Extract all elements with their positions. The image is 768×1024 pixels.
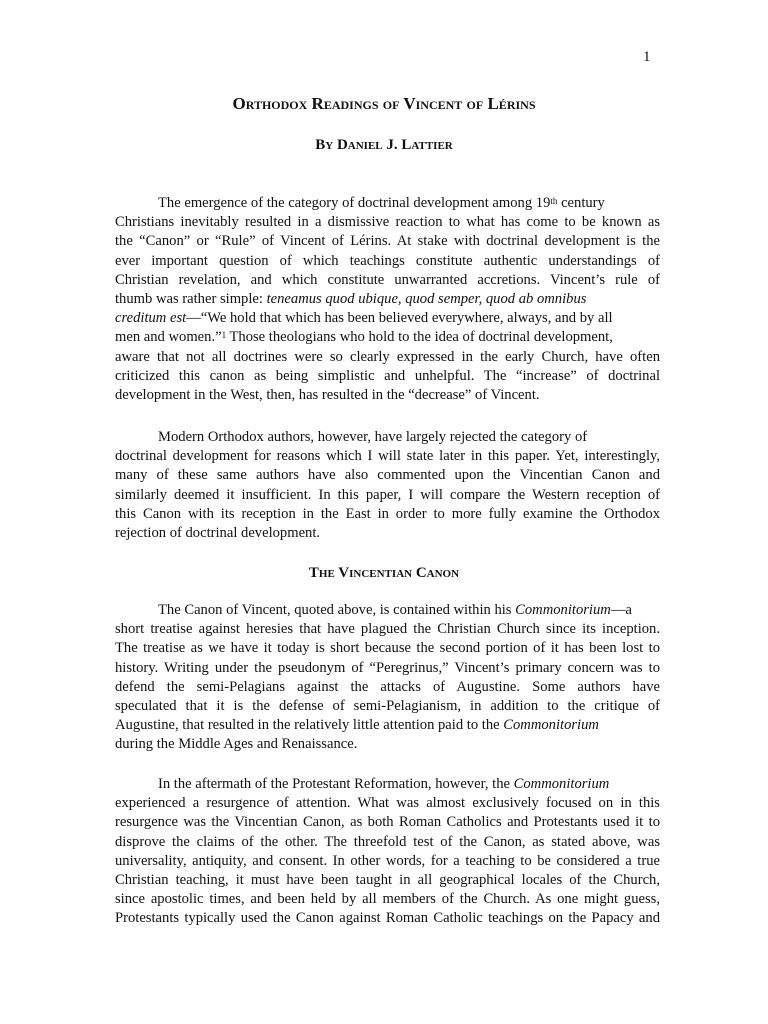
footnote-marker[interactable]: 1 [221, 330, 227, 341]
work-title: Commonitorium [513, 776, 610, 792]
paragraph-line: The Canon of Vincent, quoted above, is contained within his Commonitorium—a [158, 602, 632, 618]
paragraph-line: Protestants typically used the Canon against Roman Catholic teachings on the Papacy and [115, 910, 660, 927]
paragraph-reformation [115, 775, 660, 929]
paragraph-line: during the Middle Ages and Renaissance. [115, 736, 358, 753]
author-byline: By Daniel J. Lattier [315, 137, 453, 153]
paragraph-line: similarly deemed it insufficient. In this paper, I will compare the Western reception of [115, 486, 660, 503]
work-title: Commonitorium [515, 602, 611, 618]
paragraph-line: experienced a resurgence of attention. What was almost exclusively focused on in this [115, 795, 660, 812]
paragraph-line: development in the West, then, has resulted in the “decrease” of Vincent. [115, 387, 540, 404]
paragraph-line: rejection of doctrinal development. [115, 525, 321, 542]
paragraph-line: resurgence was the Vincentian Canon, as both Roman Catholics and Protestants used it to [115, 814, 660, 831]
latin-quote: creditum est [115, 310, 187, 327]
paragraph-line: ever important question of which teachings constitute authentic understandings of [115, 252, 660, 269]
paragraph-line: speculated that it is the defense of semi-Pelagianism, in addition to the critique of [115, 698, 660, 715]
paragraph-canon [115, 601, 660, 755]
paragraph-line: criticized this canon as being simplistic and unhelpful. The “increase” of doctrinal [115, 367, 660, 384]
paragraph-line: defend the semi-Pelagians against the attacks of Augustine. Some authors have [115, 678, 660, 695]
section-heading: The Vincentian Canon [308, 565, 460, 581]
paragraph-line: aware that not all doctrines were so clearly expressed in the early Church, have often [115, 348, 660, 365]
paragraph-line: The emergence of the category of doctrinal development among 19th century [158, 195, 605, 211]
page-number: 1 [643, 49, 651, 65]
paragraph-line: since apostolic times, and been held by all members of the Church. As one might guess, [115, 891, 660, 908]
paragraph-line: creditum est—“We hold that which has been believed everywhere, always, and by all [115, 310, 613, 327]
paragraph-introduction [115, 194, 660, 405]
paragraph-line: Christian teaching, it must have been taught in all geographical locales of the Church, [115, 872, 660, 889]
paragraph-line: thumb was rather simple: teneamus quod ubique, quod semper, quod ab omnibus [115, 291, 587, 308]
paragraph-line: universality, antiquity, and consent. In other words, for a teaching to be considered a true [115, 852, 660, 869]
paragraph-line: Modern Orthodox authors, however, have largely rejected the category of [158, 429, 588, 445]
document-title: Orthodox Readings of Vincent of Lérins [232, 94, 536, 113]
paragraph-line: The treatise as we have it today is short because the second portion of it has been lost to [115, 640, 660, 657]
paragraph-line: history. Writing under the pseudonym of “Peregrinus,” Vincent’s primary concern was to [115, 659, 660, 676]
paragraph-line: this Canon with its reception in the East in order to more fully examine the Orthodox [115, 505, 660, 522]
paragraph-line: many of these same authors have also commented upon the Vincentian Canon and [115, 467, 660, 484]
latin-quote: teneamus quod ubique, quod semper, quod ab omnibus [266, 291, 587, 308]
paragraph-line: the “Canon” or “Rule” of Vincent of Lérins. At stake with doctrinal development is the [115, 233, 660, 250]
work-title: Commonitorium [503, 717, 599, 734]
paragraph-line: short treatise against heresies that have plagued the Christian Church since its inception. [115, 621, 660, 638]
paragraph-line: disprove the claims of the other. The threefold test of the Canon, as stated above, was [115, 833, 660, 850]
paragraph-line: Christian revelation, and which constitute unwarranted accretions. Vincent’s rule of [115, 271, 660, 288]
paragraph-line: Christians inevitably resulted in a dismissive reaction to what has come to be known as [115, 214, 660, 231]
paragraph-line: In the aftermath of the Protestant Reformation, however, the Commonitorium [158, 776, 610, 792]
paragraph-line: doctrinal development for reasons which I will state later in this paper. Yet, interestingly, [115, 448, 660, 465]
paragraph-line: Augustine, that resulted in the relatively little attention paid to the Commonitorium [115, 717, 599, 734]
paragraph-thesis [115, 428, 660, 543]
paragraph-line: men and women.”$^1$ Those theologians who hold to the idea of doctrinal development, [115, 329, 613, 346]
